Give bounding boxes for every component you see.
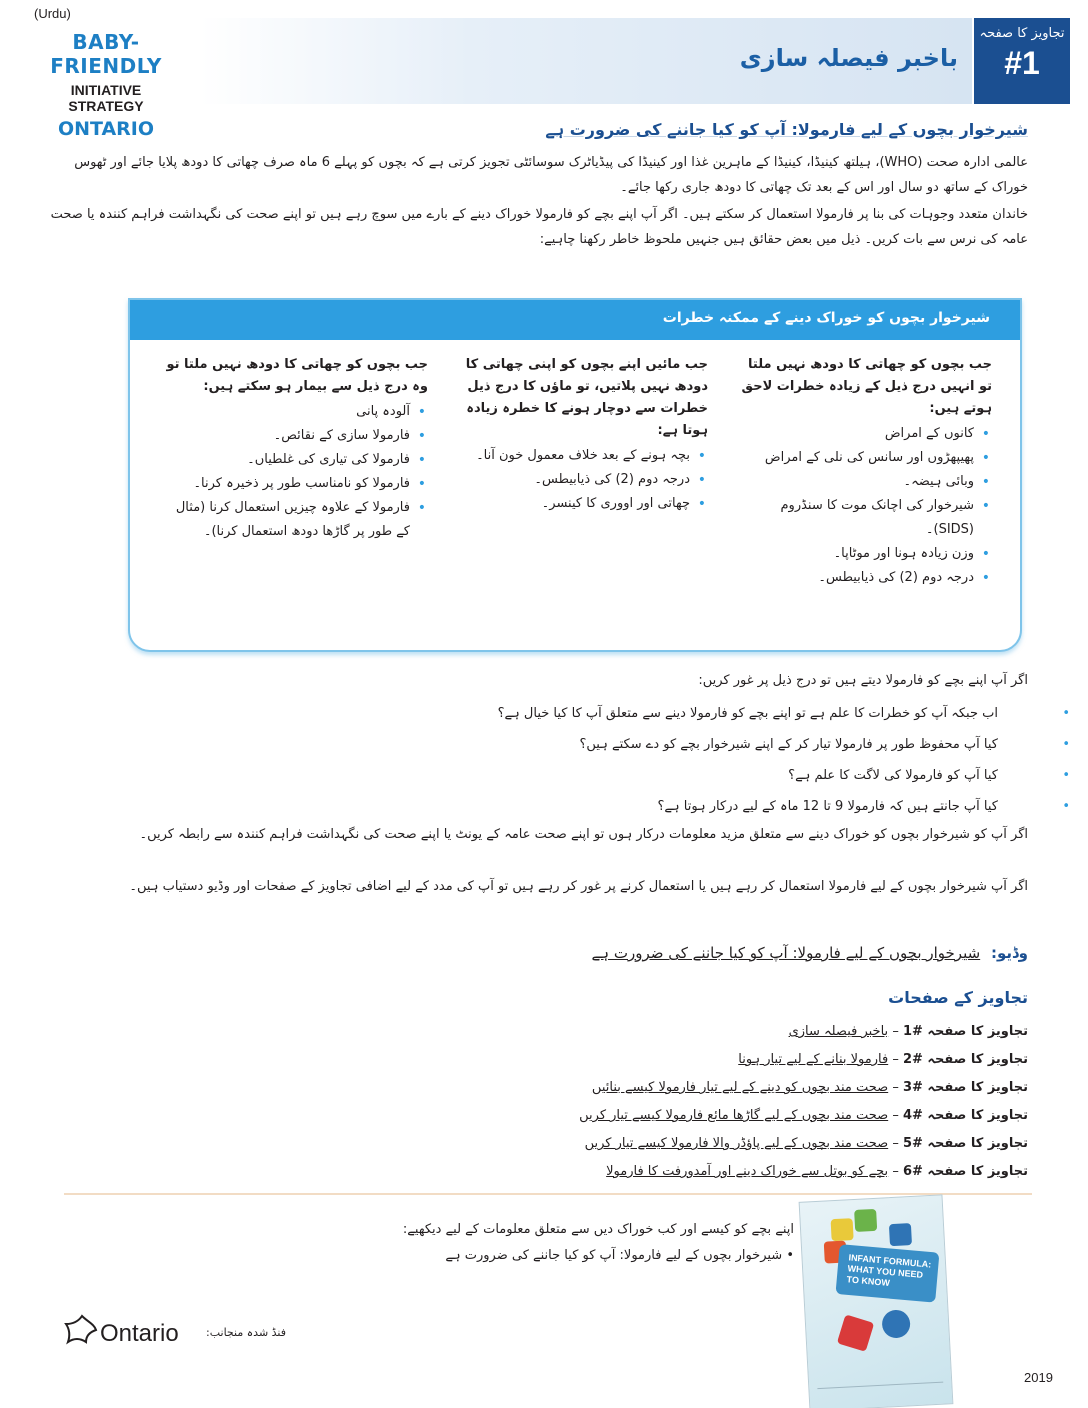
badge-label: تجاویز کا صفحہ bbox=[979, 26, 1065, 41]
list-item: • فارمولا کی تیاری کی غلطیاں۔ bbox=[166, 448, 428, 472]
video-link[interactable]: شیرخوار بچوں کے لیے فارمولا: آپ کو کیا جاننے کی ضرورت ہے bbox=[591, 944, 981, 962]
title-band bbox=[200, 18, 972, 104]
badge-number: #1 bbox=[1004, 45, 1040, 81]
consider-text: اب جبکہ آپ کو خطرات کا علم ہے تو اپنے بچے کو فارمولا دینے سے متعلق آپ کا کیا خیال ہے؟ bbox=[497, 706, 998, 721]
tip-sheet-link[interactable]: صحت مند بچوں کے لیے گاڑھا مائع فارمولا کیسے تیار کریں bbox=[579, 1108, 889, 1123]
consider-text: کیا آپ محفوظ طور پر فارمولا تیار کر کے اپنے شیرخوار بچے کو دے سکتے ہیں؟ bbox=[579, 737, 998, 752]
booklet-logos bbox=[817, 1382, 944, 1403]
tip-sheet-separator: – bbox=[888, 1164, 903, 1179]
risk-column-mothers bbox=[450, 354, 708, 516]
section-heading: شیرخوار بچوں کے لیے فارمولا: آپ کو کیا جاننے کی ضرورت ہے bbox=[545, 120, 1028, 139]
block-icon bbox=[854, 1209, 877, 1232]
bullet-icon: • bbox=[1062, 799, 1070, 814]
page-title: باخبر فیصلہ سازی bbox=[739, 44, 958, 72]
tip-sheet-separator: – bbox=[888, 1136, 903, 1151]
list-item bbox=[58, 791, 1070, 822]
logo-line-3: ONTARIO bbox=[57, 118, 155, 140]
more-info-paragraph: اگر آپ کو شیرخوار بچوں کو خوراک دینے سے متعلق مزید معلومات درکار ہوں تو اپنے صحت عامہ کے یونٹ یا اپنے صحت کی نگہداشت فراہم کنندہ سے رابطہ کریں۔ bbox=[139, 827, 1028, 842]
list-item: • وزن زیادہ ہونا اور موٹاپا۔ bbox=[734, 542, 992, 566]
tip-sheet-separator: – bbox=[888, 1080, 903, 1095]
booklet-title: INFANT FORMULA: WHAT YOU NEED TO KNOW bbox=[846, 1252, 932, 1289]
ontario-wordmark: Ontario bbox=[100, 1320, 179, 1347]
consider-text: کیا آپ جانتے ہیں کہ فارمولا 9 تا 12 ماہ کے لیے درکار ہوتا ہے؟ bbox=[657, 799, 998, 814]
tip-sheet-label: تجاویز کا صفحہ #4 bbox=[902, 1108, 1028, 1123]
tip-sheet-item bbox=[428, 1074, 1028, 1102]
risks-box bbox=[128, 298, 1022, 652]
risk-column-heading: جب بچوں کو چھاتی کا دودھ نہیں ملتا تو انہیں درج ذیل کے زیادہ خطرات لاحق ہوتے ہیں: bbox=[741, 357, 992, 416]
list-item bbox=[58, 698, 1070, 729]
consider-intro: اگر آپ اپنے بچے کو فارمولا دیتے ہیں تو درج ذیل پر غور کریں: bbox=[698, 673, 1028, 688]
tip-sheet-separator: – bbox=[888, 1108, 903, 1123]
block-icon bbox=[831, 1218, 854, 1241]
consider-list bbox=[58, 698, 1070, 822]
block-icon bbox=[837, 1314, 874, 1351]
list-item: • پھیپھڑوں اور سانس کی نلی کے امراض bbox=[734, 446, 992, 470]
tip-sheet-link[interactable]: صحت مند بچوں کو دینے کے لیے تیار فارمولا کیسے بنائیں bbox=[591, 1080, 889, 1095]
tip-sheet-label: تجاویز کا صفحہ #1 bbox=[902, 1024, 1028, 1039]
list-item: • فارمولا کو نامناسب طور پر ذخیرہ کرنا۔ bbox=[166, 472, 428, 496]
funded-by-label: فنڈ شدہ منجانب: bbox=[206, 1326, 287, 1339]
bullet-icon: • bbox=[1062, 768, 1070, 783]
tip-sheet-link[interactable]: فارمولا بنانے کے لیے تیار ہونا bbox=[738, 1052, 889, 1067]
risk-list bbox=[734, 422, 992, 590]
tip-sheet-label: تجاویز کا صفحہ #2 bbox=[902, 1052, 1028, 1067]
divider bbox=[64, 1193, 1032, 1195]
list-item bbox=[58, 729, 1070, 760]
resource-link[interactable]: • شیرخوار بچوں کے لیے فارمولا: آپ کو کیا جاننے کی ضرورت ہے bbox=[445, 1248, 794, 1263]
tip-sheet-link[interactable]: صحت مند بچوں کے لیے پاؤڈر والا فارمولا کیسے تیار کریں bbox=[584, 1136, 889, 1151]
list-item bbox=[58, 760, 1070, 791]
list-item: • بچہ ہونے کے بعد خلاف معمول خون آنا۔ bbox=[450, 444, 708, 468]
tip-sheet-item bbox=[428, 1046, 1028, 1074]
tip-sheet-label: تجاویز کا صفحہ #6 bbox=[902, 1164, 1028, 1179]
list-item: • فارمولا سازی کے نقائص۔ bbox=[166, 424, 428, 448]
tip-sheets-list bbox=[428, 1018, 1028, 1186]
tip-sheet-item bbox=[428, 1018, 1028, 1046]
block-icon bbox=[889, 1223, 912, 1246]
tip-sheet-link[interactable]: بچے کو بوتل سے خوراک دینے اور آمدورفت کا فارمولا bbox=[606, 1164, 889, 1179]
tip-sheet-separator: – bbox=[888, 1052, 903, 1067]
booklet-cover-image bbox=[799, 1194, 954, 1408]
tip-sheets-heading: تجاویز کے صفحات bbox=[888, 988, 1028, 1007]
intro-paragraph-1: عالمی ادارہ صحت (WHO)، ہیلتھ کینیڈا، کینیڈا کے ماہرین غذا اور کینیڈا کی پیڈیاٹرک سوسائٹی تجویز کرتی ہے کہ بچوں کو پہلے 6 ماہ صرف چھاتی کا دودھ پلایا جائے اور ٹھوس خوراک کے ساتھ دو سال اور اس کے بعد تک چھاتی کا دودھ جاری رکھا جائے۔ bbox=[74, 155, 1028, 195]
tip-sheet-label: تجاویز کا صفحہ #3 bbox=[902, 1080, 1028, 1095]
risk-column-heading: جب بچوں کو چھاتی کا دودھ نہیں ملتا تو وہ درج ذیل سے بیمار ہو سکتے ہیں: bbox=[166, 357, 428, 394]
risk-list bbox=[450, 444, 708, 516]
logo-line-1: BABY-FRIENDLY bbox=[50, 30, 162, 78]
risk-list bbox=[166, 400, 428, 544]
year-label: 2019 bbox=[1024, 1370, 1053, 1385]
risk-column-heading: جب مائیں اپنے بچوں کو اپنی چھاتی کا دودھ نہیں پلاتیں، تو ماؤں کا درج ذیل خطرات سے دوچار ہونے کا خطرہ زیادہ ہوتا ہے: bbox=[465, 357, 708, 438]
more-info-paragraph-2: اگر آپ شیرخوار بچوں کے لیے فارمولا استعمال کر رہے ہیں یا استعمال کرنے پر غور کر رہے ہیں تو آپ کی مدد کے لیے اضافی تجاویز کے صفحات اور وڈیو دستیاب ہیں۔ bbox=[129, 879, 1028, 894]
tip-sheet-item bbox=[428, 1158, 1028, 1186]
risks-title: شیرخوار بچوں کو خوراک دینے کے ممکنہ خطرات bbox=[662, 310, 990, 326]
language-tag: (Urdu) bbox=[34, 6, 71, 21]
risk-column-illness bbox=[166, 354, 428, 544]
tip-sheet-separator: – bbox=[888, 1024, 903, 1039]
risk-column-babies bbox=[734, 354, 992, 590]
list-item: • چھاتی اور اووری کا کینسر۔ bbox=[450, 492, 708, 516]
video-label: وڈیو: bbox=[990, 944, 1028, 962]
bullet-icon: • bbox=[1062, 706, 1070, 721]
list-item: • درجہ دوم (2) کی ذیابیطس۔ bbox=[450, 468, 708, 492]
list-item: • شیرخوار کی اچانک موت کا سنڈروم (SIDS)۔ bbox=[734, 494, 992, 542]
video-line bbox=[592, 944, 1029, 962]
risks-header bbox=[130, 300, 1020, 340]
logo-line-2: INITIATIVE STRATEGY bbox=[68, 82, 144, 114]
list-item: • درجہ دوم (2) کی ذیابیطس۔ bbox=[734, 566, 992, 590]
resource-intro: اپنے بچے کو کیسے اور کب خوراک دیں سے متعلق معلومات کے لیے دیکھیے: bbox=[402, 1222, 794, 1237]
tip-sheet-label: تجاویز کا صفحہ #5 bbox=[902, 1136, 1028, 1151]
list-item: • وبائی ہیضہ۔ bbox=[734, 470, 992, 494]
list-item: • کانوں کے امراض bbox=[734, 422, 992, 446]
consider-text: کیا آپ کو فارمولا کی لاگت کا علم ہے؟ bbox=[788, 768, 998, 783]
tip-sheet-link[interactable]: باخبر فیصلہ سازی bbox=[788, 1024, 889, 1039]
bfi-logo bbox=[36, 30, 176, 140]
block-icon bbox=[881, 1309, 910, 1338]
list-item: • آلودہ پانی bbox=[166, 400, 428, 424]
tip-sheet-item bbox=[428, 1102, 1028, 1130]
list-item: • فارمولا کے علاوہ چیزیں استعمال کرنا (مثال کے طور پر گاڑھا دودھ استعمال کرنا)۔ bbox=[166, 496, 428, 544]
bullet-icon: • bbox=[1062, 737, 1070, 752]
intro-paragraph-2: خاندان متعدد وجوہات کی بنا پر فارمولا استعمال کر سکتے ہیں۔ اگر آپ اپنے بچے کو فارمولا خوراک دینے کے بارے میں سوچ رہے ہیں تو اپنے صحت کی نگہداشت فراہم کنندہ یا صحت عامہ کی نرس سے بات کریں۔ ذیل میں بعض حقائق ہیں جنہیں ملحوظ خاطر رکھنا چاہیے: bbox=[50, 207, 1028, 247]
tip-sheet-badge bbox=[974, 18, 1070, 104]
tip-sheet-item bbox=[428, 1130, 1028, 1158]
